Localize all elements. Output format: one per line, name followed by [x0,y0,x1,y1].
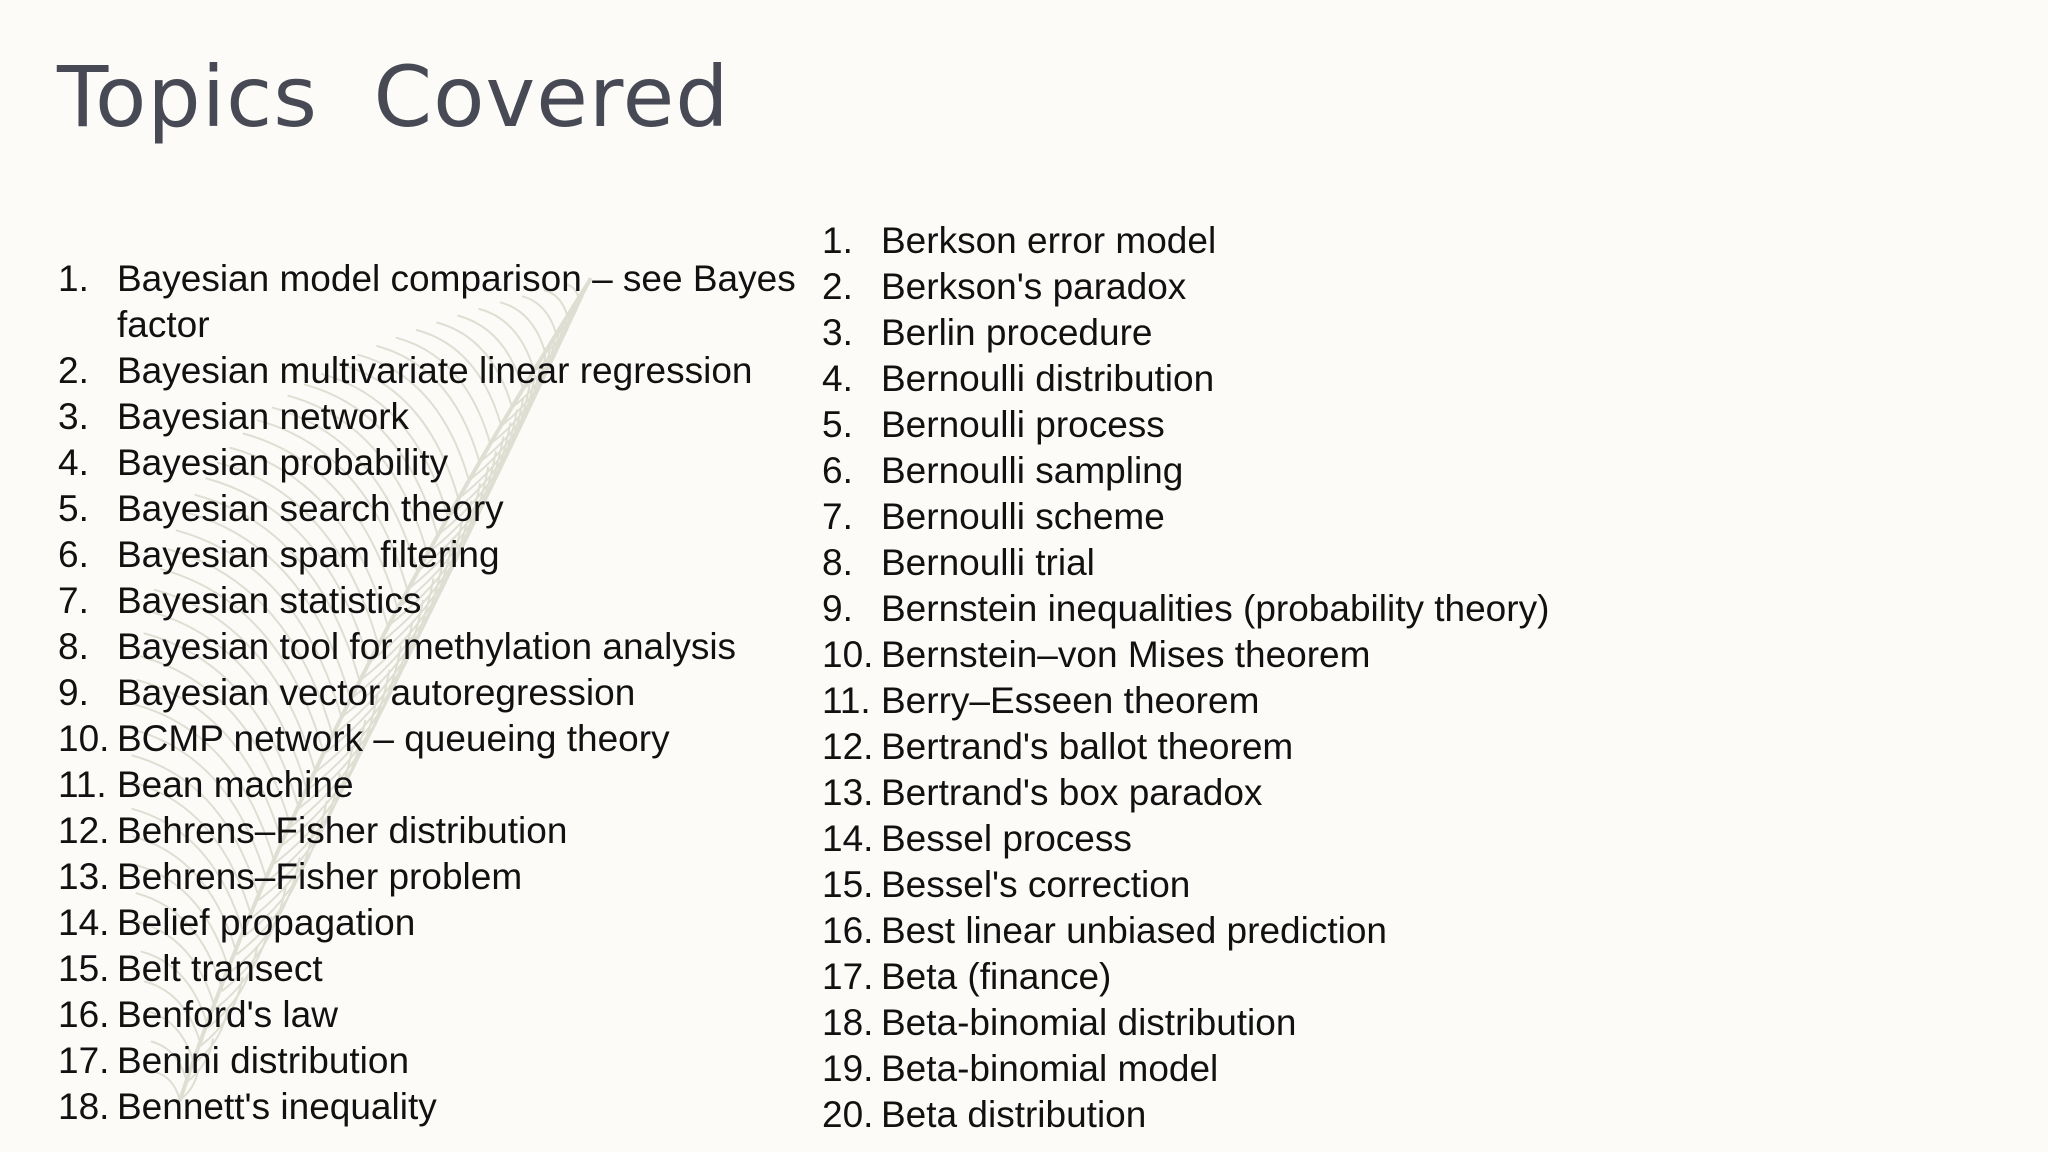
list-item-text: Beta-binomial model [881,1048,1219,1089]
list-item-number: 5. [822,404,853,445]
list-item [58,992,798,1038]
list-item [822,1092,1822,1138]
list-item [822,218,1822,264]
list-item-text: Bernoulli scheme [881,496,1165,537]
list-item-number: 6. [822,450,853,491]
list-item [58,256,798,348]
list-item [822,586,1822,632]
list-item-text: Berlin procedure [881,312,1153,353]
list-item [822,770,1822,816]
list-item [822,402,1822,448]
list-item-number: 5. [58,488,89,529]
list-item-number: 8. [58,626,89,667]
list-item [58,670,798,716]
topics-list-left [58,256,798,1130]
list-item-number: 17. [822,956,874,997]
list-item [58,532,798,578]
list-item-text: Bessel's correction [881,864,1191,905]
list-item [58,1038,798,1084]
list-item-number: 13. [58,856,110,897]
list-item [822,494,1822,540]
list-item-number: 13. [822,772,874,813]
list-item [822,356,1822,402]
list-item-text: Bayesian statistics [117,580,422,621]
list-item-number: 1. [58,258,89,299]
list-item-number: 4. [822,358,853,399]
list-item-number: 6. [58,534,89,575]
page-title: Topics Covered [57,48,730,146]
list-item-number: 8. [822,542,853,583]
list-item-text: Best linear unbiased prediction [881,910,1387,951]
topics-list-right [822,218,1822,1138]
list-item-text: Beta distribution [881,1094,1147,1135]
list-item-text: Bayesian vector autoregression [117,672,636,713]
list-item [58,946,798,992]
list-item-number: 11. [822,680,871,721]
list-item-number: 10. [822,634,874,675]
list-item-text: Benford's law [117,994,338,1035]
list-item [58,1084,798,1130]
list-item-text: Bayesian tool for methylation analysis [117,626,737,667]
list-item [822,908,1822,954]
list-item-number: 18. [58,1086,110,1127]
list-item-number: 9. [58,672,89,713]
list-item [58,854,798,900]
list-item-text: Bayesian spam filtering [117,534,500,575]
list-item [822,310,1822,356]
list-item [822,540,1822,586]
list-item [822,678,1822,724]
list-item-text: Bernoulli distribution [881,358,1215,399]
list-item-text: Behrens–Fisher distribution [117,810,568,851]
list-item [822,264,1822,310]
list-item-text: Bayesian multivariate linear regression [117,350,753,391]
list-item-number: 19. [822,1048,874,1089]
list-item-number: 12. [58,810,110,851]
list-item-number: 11. [58,764,107,805]
list-item-text: Bayesian model comparison – see Bayes factor [117,258,796,345]
list-item-number: 16. [58,994,110,1035]
list-item-text: Belief propagation [117,902,416,943]
list-item-text: Bayesian network [117,396,410,437]
list-item-text: Bernstein–von Mises theorem [881,634,1371,675]
list-item-text: Benini distribution [117,1040,410,1081]
list-item [58,394,798,440]
list-item-text: Bennett's inequality [117,1086,437,1127]
list-item-number: 15. [822,864,874,905]
list-item [58,486,798,532]
list-item [822,862,1822,908]
list-item-number: 3. [58,396,89,437]
list-item [822,954,1822,1000]
list-item [822,632,1822,678]
list-item-number: 7. [822,496,853,537]
list-item-text: Bayesian search theory [117,488,504,529]
list-item-number: 17. [58,1040,110,1081]
list-item-text: Bertrand's box paradox [881,772,1263,813]
list-item-number: 10. [58,718,110,759]
list-item-number: 14. [58,902,110,943]
list-item [822,448,1822,494]
list-item-number: 2. [58,350,89,391]
list-item [58,808,798,854]
list-item-number: 9. [822,588,853,629]
list-item-text: Berry–Esseen theorem [881,680,1260,721]
list-item-number: 7. [58,580,89,621]
list-item-text: BCMP network – queueing theory [117,718,670,759]
list-item-text: Beta (finance) [881,956,1112,997]
list-item-number: 15. [58,948,110,989]
list-item [58,440,798,486]
list-item [822,1000,1822,1046]
list-item-text: Behrens–Fisher problem [117,856,523,897]
list-item-number: 14. [822,818,874,859]
list-item [58,900,798,946]
list-item-number: 16. [822,910,874,951]
list-item-number: 1. [822,220,853,261]
list-item-number: 4. [58,442,89,483]
list-item-text: Berkson error model [881,220,1217,261]
list-item-text: Bernoulli sampling [881,450,1184,491]
list-item-text: Berkson's paradox [881,266,1187,307]
list-item-text: Bertrand's ballot theorem [881,726,1294,767]
list-item [58,348,798,394]
list-item [822,1046,1822,1092]
list-item [822,724,1822,770]
list-item [58,624,798,670]
list-item-number: 20. [822,1094,874,1135]
list-item [58,578,798,624]
list-item-text: Belt transect [117,948,323,989]
list-item [58,762,798,808]
list-item-text: Beta-binomial distribution [881,1002,1297,1043]
list-item-number: 3. [822,312,853,353]
list-item [58,716,798,762]
list-item-number: 2. [822,266,853,307]
list-item-text: Bernoulli trial [881,542,1095,583]
list-item-number: 18. [822,1002,874,1043]
list-item [822,816,1822,862]
list-item-text: Bernstein inequalities (probability theory) [881,588,1550,629]
list-item-text: Bernoulli process [881,404,1165,445]
list-item-text: Bean machine [117,764,354,805]
list-item-number: 12. [822,726,874,767]
list-item-text: Bayesian probability [117,442,449,483]
list-item-text: Bessel process [881,818,1132,859]
